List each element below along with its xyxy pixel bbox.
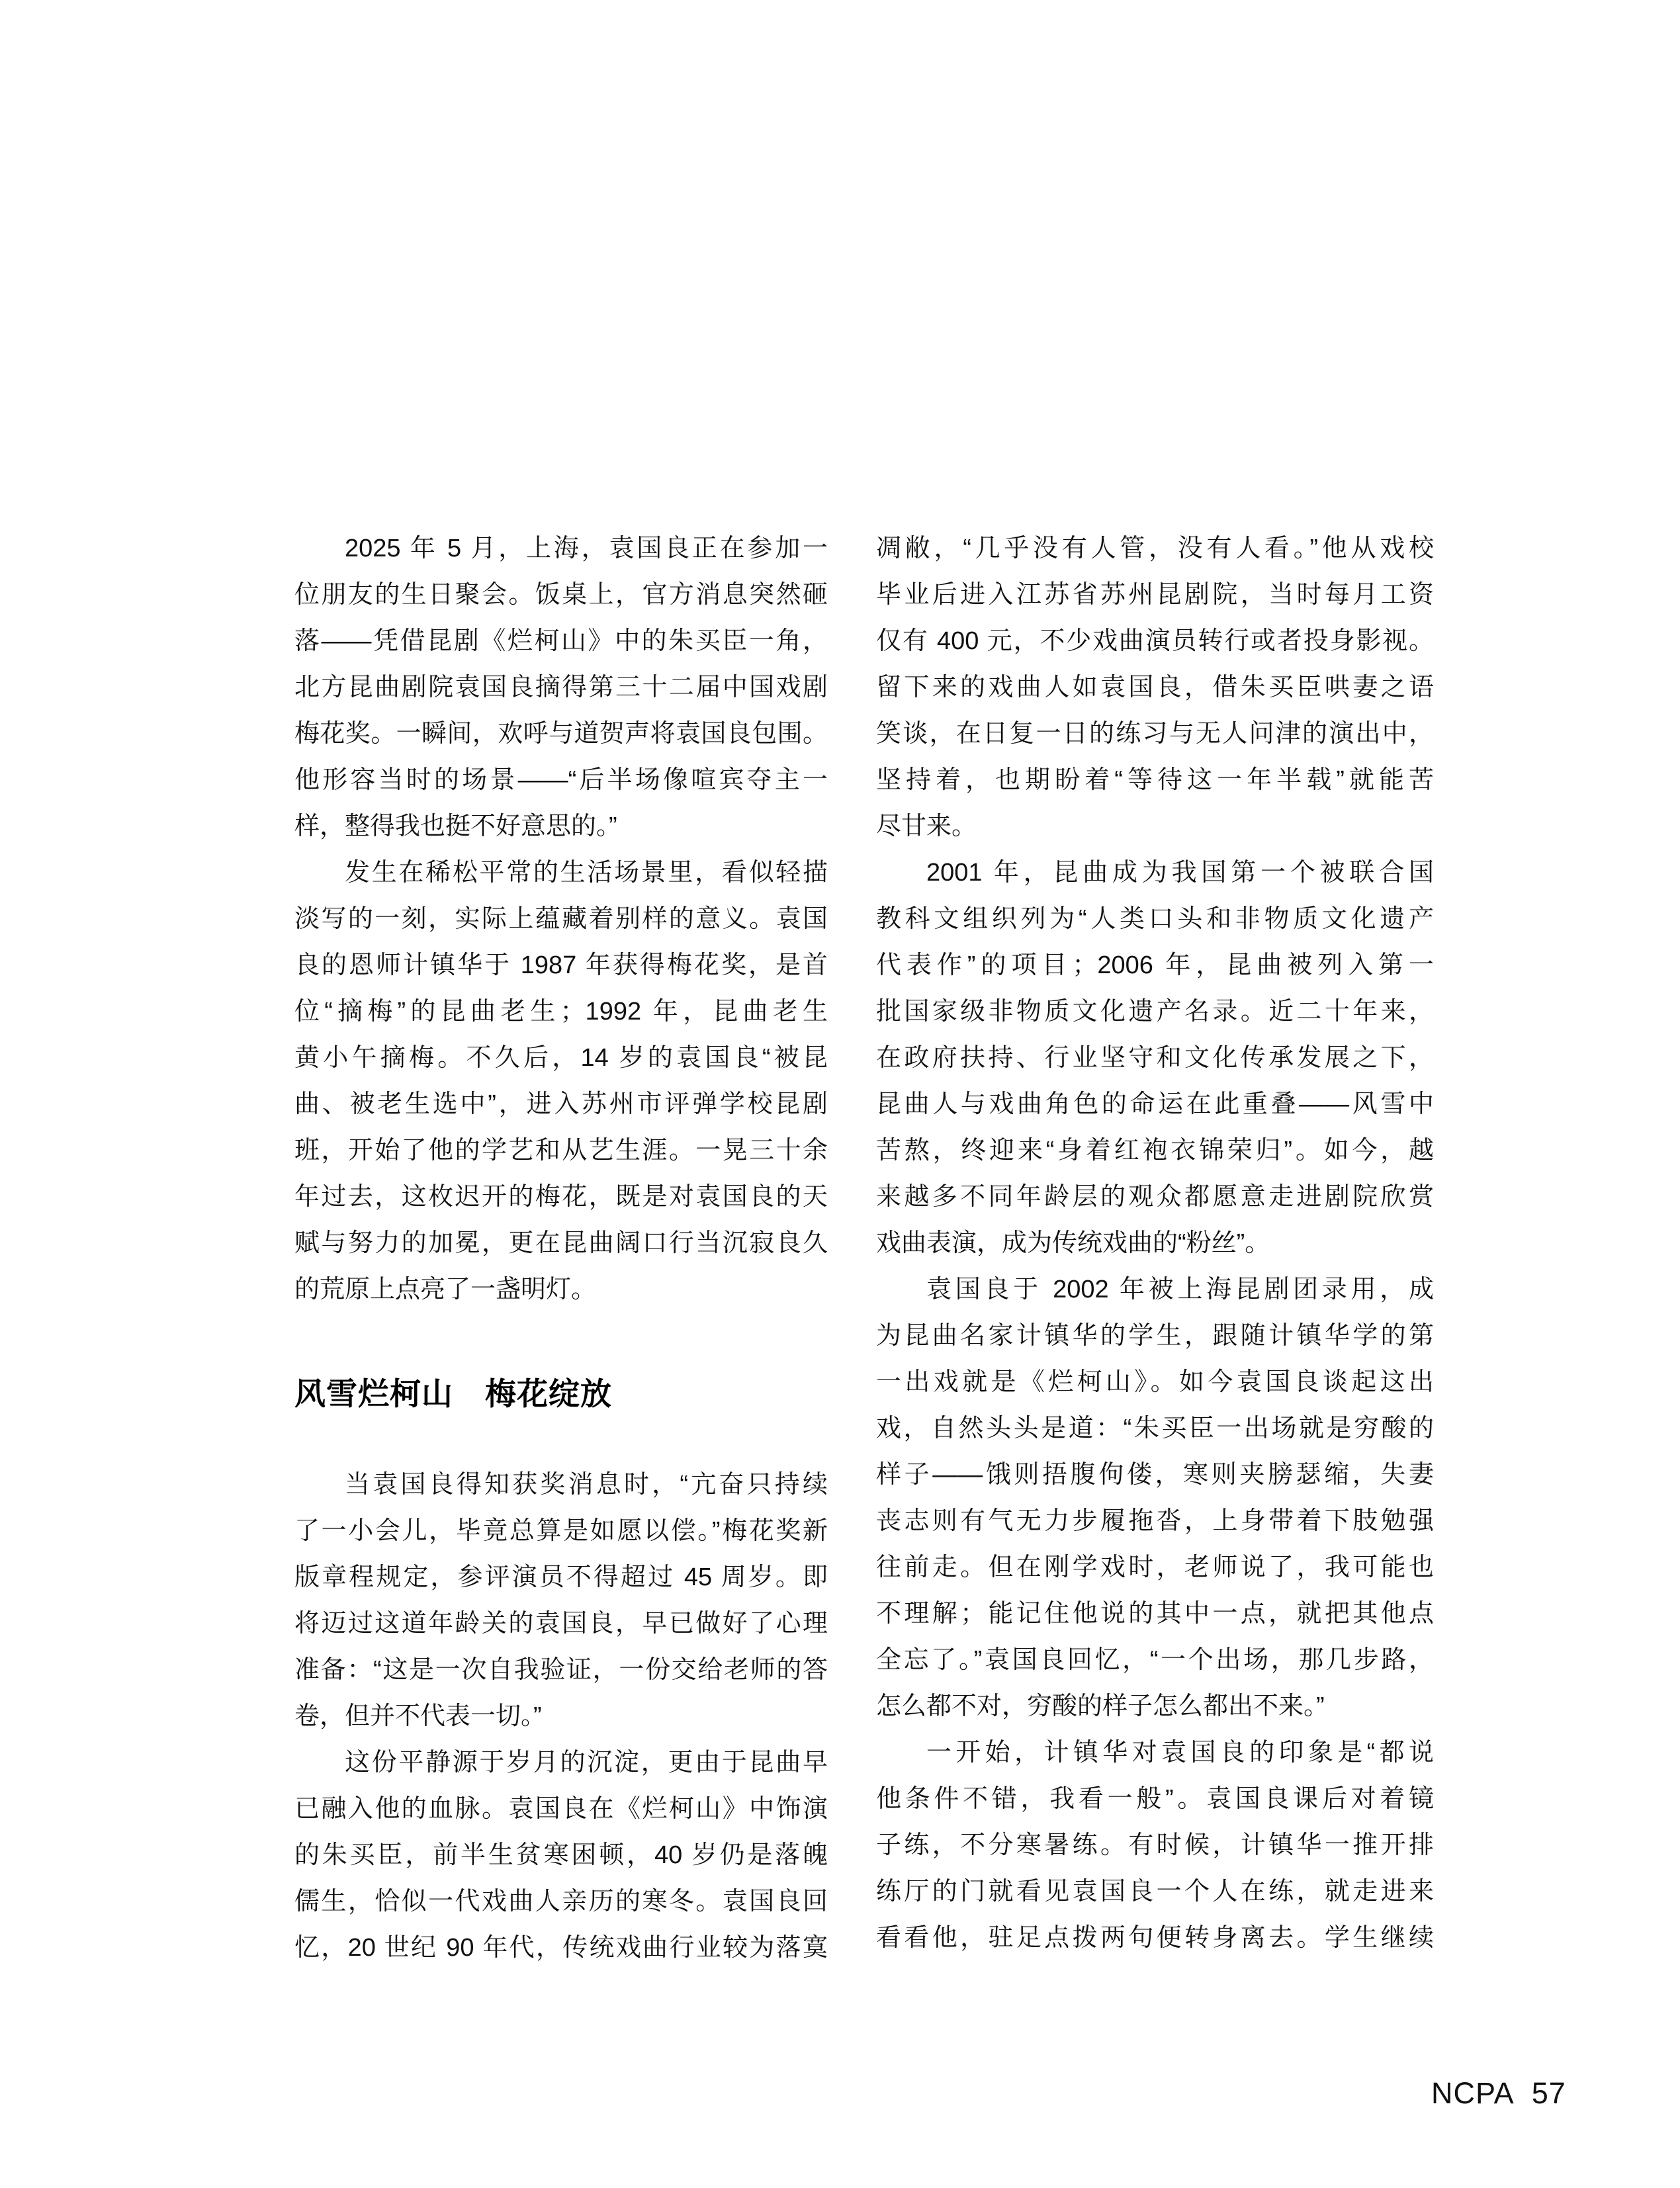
text-line: 赋与努力的加冕，更在昆曲阔口行当沉寂良久 [294,1229,828,1257]
text-line: 的朱买臣，前半生贫寒困顿，40 岁仍是落魄 [294,1841,828,1869]
text-line: 曲、被老生选中”，进入苏州市评弹学校昆剧 [294,1090,828,1118]
paragraph [876,1729,1434,1961]
text-line: 样子——饿则捂腹佝偻，寒则夹膀瑟缩，失妻 [876,1461,1434,1489]
text-line: 毕业后进入江苏省苏州昆剧院，当时每月工资 [876,581,1434,609]
text-column-left [294,525,828,1971]
text-line: 来越多不同年龄层的观众都愿意走进剧院欣赏 [876,1183,1434,1211]
text-line: 一开始，计镇华对袁国良的印象是“都说 [926,1739,1434,1767]
paragraph [876,525,1434,850]
text-line: 凋敝，“几乎没有人管，没有人看。”他从戏校 [876,535,1434,562]
text-line: 留下来的戏曲人如袁国良，借朱买臣哄妻之语 [876,674,1434,701]
text-line: 梅花奖。一瞬间，欢呼与道贺声将袁国良包围。 [294,720,828,748]
paragraph [294,1462,828,1739]
text-line: 丧志则有气无力步履拖沓，上身带着下肢勉强 [876,1507,1434,1535]
page-footer [1431,2077,1566,2110]
section-heading: 风雪烂柯山 梅花绽放 [294,1376,612,1411]
paragraph [876,1266,1434,1729]
text-line: 当袁国良得知获奖消息时，“亢奋只持续 [345,1471,828,1499]
text-line: 发生在稀松平常的生活场景里，看似轻描 [345,859,828,887]
text-line: 昆曲人与戏曲角色的命运在此重叠——风雪中 [876,1090,1434,1118]
text-line: 子练，不分寒暑练。有时候，计镇华一推开排 [876,1831,1434,1859]
text-column-right [876,525,1434,1961]
text-line: 怎么都不对，穷酸的样子怎么都出不来。” [876,1692,1325,1720]
text-line: 落——凭借昆剧《烂柯山》中的朱买臣一角， [294,627,828,655]
footer-brand: NCPA [1431,2076,1515,2110]
paragraph [294,850,828,1313]
text-line: 良的恩师计镇华于 1987 年获得梅花奖，是首 [294,951,828,979]
text-line: 不理解；能记住他说的其中一点，就把其他点 [876,1600,1434,1628]
text-line: 往前走。但在刚学戏时，老师说了，我可能也 [876,1553,1434,1581]
text-line: 在政府扶持、行业坚守和文化传承发展之下， [876,1044,1434,1072]
text-line: 位“摘梅”的昆曲老生；1992 年，昆曲老生 [294,998,828,1026]
text-line: 将迈过这道年龄关的袁国良，早已做好了心理 [294,1610,828,1638]
text-line: 笑谈，在日复一日的练习与无人问津的演出中， [876,720,1434,748]
text-line: 戏曲表演，成为传统戏曲的“粉丝”。 [876,1229,1270,1257]
text-line: 版章程规定，参评演员不得超过 45 周岁。即 [294,1563,828,1591]
text-line: 样，整得我也挺不好意思的。” [294,812,617,840]
text-line: 这份平静源于岁月的沉淀，更由于昆曲早 [345,1749,828,1776]
text-line: 批国家级非物质文化遗产名录。近二十年来， [876,998,1434,1026]
text-line: 卷，但并不代表一切。” [294,1702,542,1730]
paragraph [294,525,828,850]
text-line: 仅有 400 元，不少戏曲演员转行或者投身影视。 [876,627,1434,655]
text-line: 忆，20 世纪 90 年代，传统戏曲行业较为落寞 [294,1934,828,1962]
text-line: 袁国良于 2002 年被上海昆剧团录用，成 [926,1276,1434,1303]
text-line: 苦熬，终迎来“身着红袍衣锦荣归”。如今，越 [876,1137,1434,1164]
text-line: 全忘了。”袁国良回忆，“一个出场，那几步路， [876,1646,1434,1674]
text-line: 班，开始了他的学艺和从艺生涯。一晃三十余 [294,1137,828,1164]
text-line: 北方昆曲剧院袁国良摘得第三十二届中国戏剧 [294,674,828,701]
text-line: 已融入他的血脉。袁国良在《烂柯山》中饰演 [294,1795,828,1823]
paragraph [294,1739,828,1971]
text-line: 儒生，恰似一代戏曲人亲历的寒冬。袁国良回 [294,1888,828,1915]
text-line: 年过去，这枚迟开的梅花，既是对袁国良的天 [294,1183,828,1211]
text-line: 位朋友的生日聚会。饭桌上，官方消息突然砸 [294,581,828,609]
text-line: 准备：“这是一次自我验证，一份交给老师的答 [294,1656,828,1684]
text-line: 教科文组织列为“人类口头和非物质文化遗产 [876,905,1434,933]
text-line: 的荒原上点亮了一盏明灯。 [294,1276,597,1303]
text-line: 看看他，驻足点拨两句便转身离去。学生继续 [876,1924,1434,1952]
text-line: 代表作”的项目；2006 年，昆曲被列入第一 [876,951,1434,979]
text-line: 2001 年，昆曲成为我国第一个被联合国 [926,859,1434,887]
text-line: 为昆曲名家计镇华的学生，跟随计镇华学的第 [876,1322,1434,1350]
text-line: 了一小会儿，毕竟总算是如愿以偿。”梅花奖新 [294,1517,828,1545]
text-line: 戏，自然头头是道：“朱买臣一出场就是穷酸的 [876,1415,1434,1442]
paragraph [876,850,1434,1266]
footer-page-number: 57 [1531,2076,1566,2110]
text-line: 2025 年 5 月，上海，袁国良正在参加一 [345,535,828,562]
text-line: 他条件不错，我看一般”。袁国良课后对着镜 [876,1785,1434,1813]
text-line: 尽甘来。 [876,812,977,840]
text-line: 练厅的门就看见袁国良一个人在练，就走进来 [876,1878,1434,1905]
text-line: 一出戏就是《烂柯山》。如今袁国良谈起这出 [876,1368,1434,1396]
text-line: 黄小午摘梅。不久后，14 岁的袁国良“被昆 [294,1044,828,1072]
text-line: 淡写的一刻，实际上蕴藏着别样的意义。袁国 [294,905,828,933]
text-line: 他形容当时的场景——“后半场像喧宾夺主一 [294,766,828,794]
text-line: 坚持着，也期盼着“等待这一年半载”就能苦 [876,766,1434,794]
